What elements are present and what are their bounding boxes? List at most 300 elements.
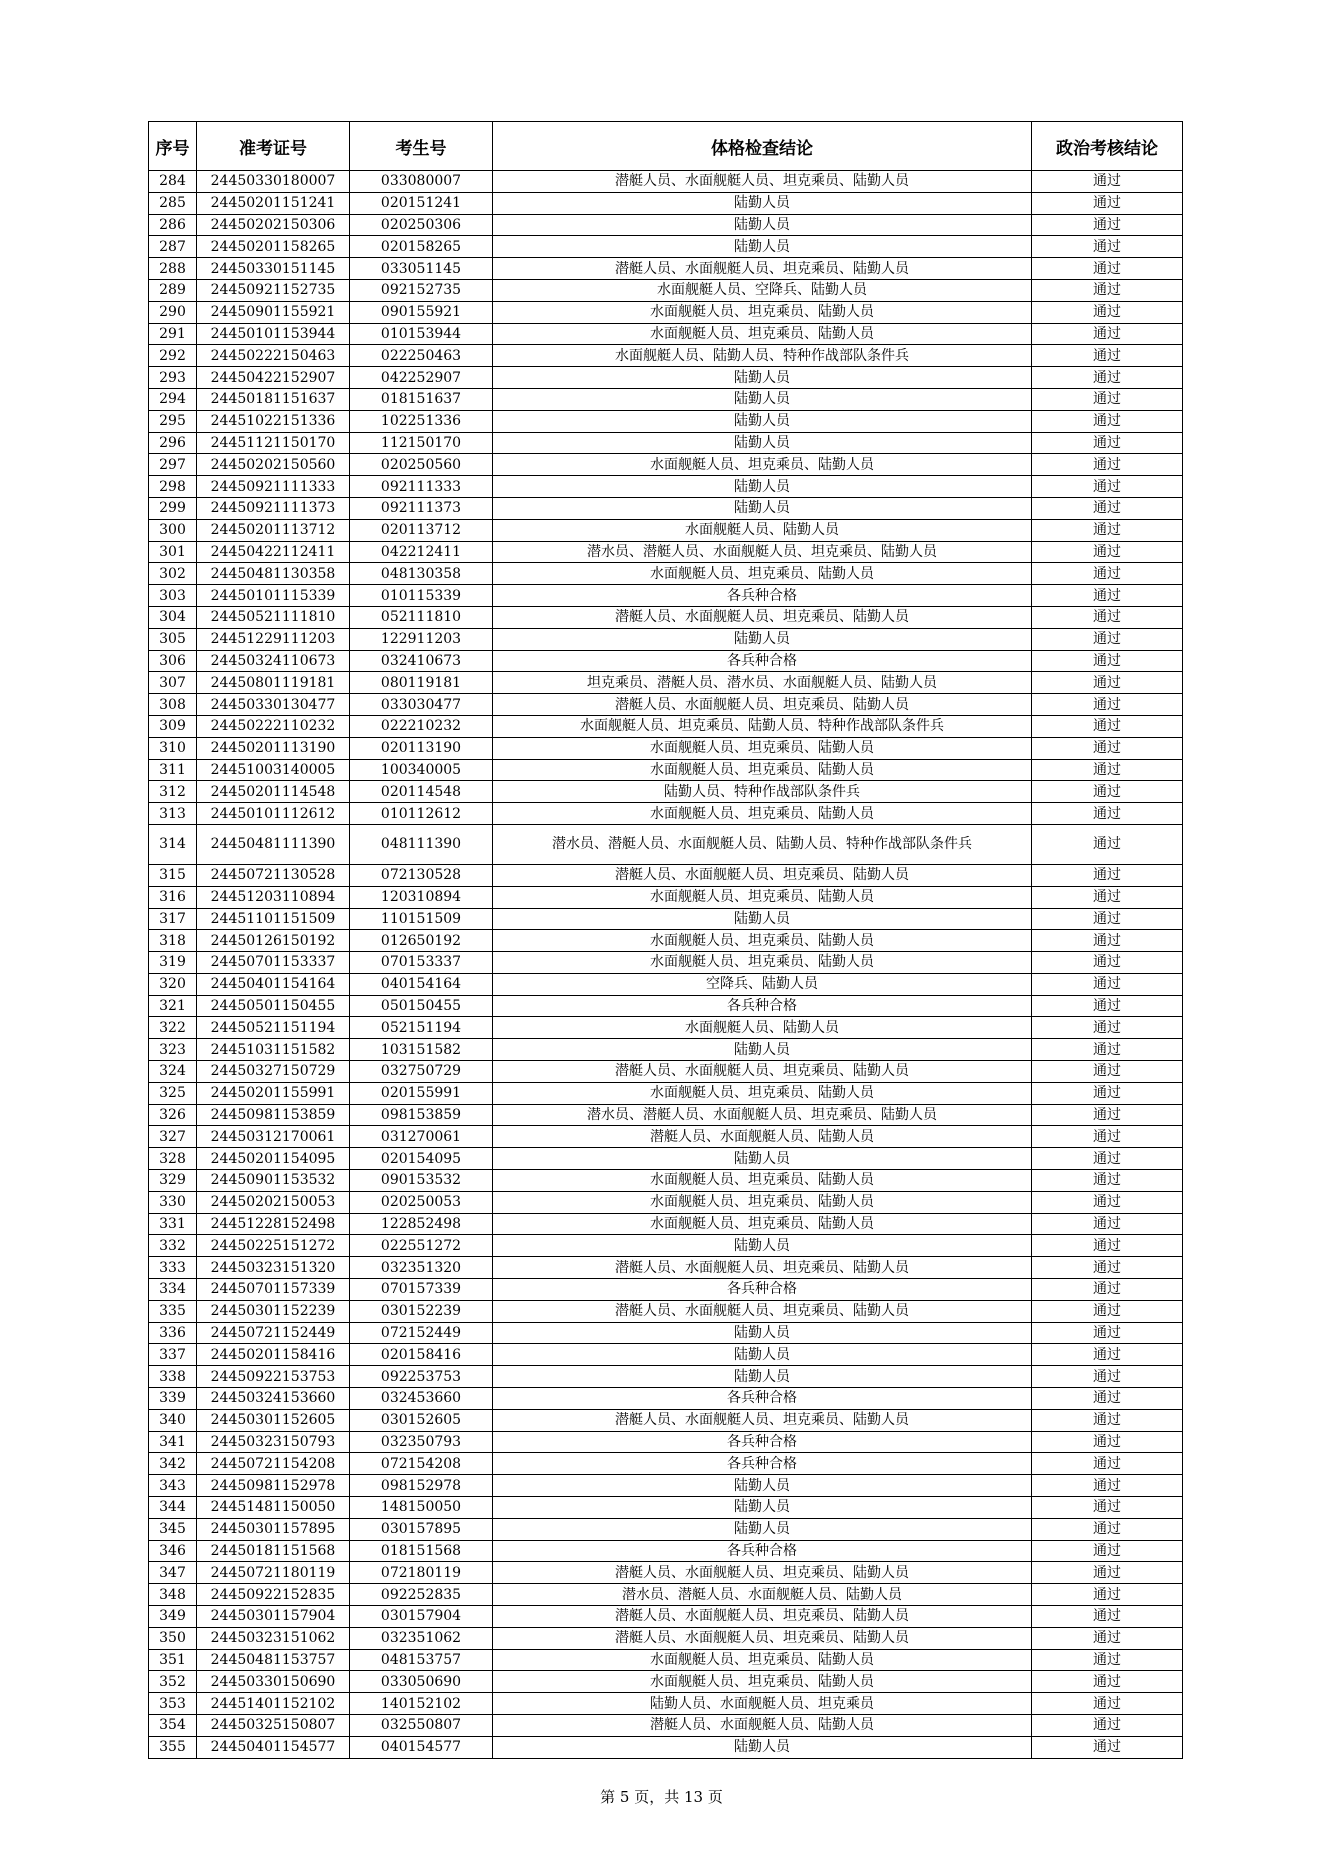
cell-ticket-no: 24450701157339 <box>197 1279 350 1301</box>
table-row <box>149 1148 1183 1170</box>
cell-seq: 286 <box>149 214 197 236</box>
page-number: 第 5 页，共 13 页 <box>600 1788 723 1806</box>
cell-ticket-no: 24450225151272 <box>197 1235 350 1257</box>
table-row <box>149 1344 1183 1366</box>
cell-candidate-no: 033080007 <box>350 171 493 193</box>
table-row <box>149 1170 1183 1192</box>
cell-seq: 340 <box>149 1409 197 1431</box>
cell-ticket-no: 24450481111390 <box>197 824 350 864</box>
cell-seq: 312 <box>149 781 197 803</box>
cell-ticket-no: 24450721152449 <box>197 1322 350 1344</box>
table-row <box>149 1300 1183 1322</box>
table-row <box>149 1191 1183 1213</box>
cell-seq: 290 <box>149 301 197 323</box>
cell-seq: 330 <box>149 1191 197 1213</box>
cell-seq: 345 <box>149 1518 197 1540</box>
table-row <box>149 606 1183 628</box>
cell-candidate-no: 100340005 <box>350 759 493 781</box>
cell-ticket-no: 24450201158265 <box>197 236 350 258</box>
cell-political-review: 通过 <box>1032 214 1183 236</box>
cell-candidate-no: 020155991 <box>350 1082 493 1104</box>
cell-physical-exam: 陆勤人员 <box>493 1518 1032 1540</box>
cell-physical-exam: 陆勤人员 <box>493 236 1032 258</box>
table-row <box>149 1562 1183 1584</box>
cell-ticket-no: 24450330150690 <box>197 1671 350 1693</box>
cell-candidate-no: 070153337 <box>350 952 493 974</box>
table-row <box>149 1235 1183 1257</box>
cell-candidate-no: 122852498 <box>350 1213 493 1235</box>
cell-ticket-no: 24450327150729 <box>197 1061 350 1083</box>
cell-physical-exam: 潜艇人员、水面舰艇人员、坦克乘员、陆勤人员 <box>493 1409 1032 1431</box>
table-row <box>149 1257 1183 1279</box>
cell-physical-exam: 陆勤人员 <box>493 1497 1032 1519</box>
cell-physical-exam: 水面舰艇人员、空降兵、陆勤人员 <box>493 279 1032 301</box>
table-row <box>149 1409 1183 1431</box>
cell-seq: 338 <box>149 1366 197 1388</box>
results-table <box>148 121 1183 1759</box>
cell-seq: 334 <box>149 1279 197 1301</box>
cell-seq: 299 <box>149 497 197 519</box>
cell-candidate-no: 032351320 <box>350 1257 493 1279</box>
cell-seq: 336 <box>149 1322 197 1344</box>
cell-physical-exam: 陆勤人员 <box>493 497 1032 519</box>
table-row <box>149 781 1183 803</box>
cell-candidate-no: 010115339 <box>350 585 493 607</box>
cell-ticket-no: 24450921152735 <box>197 279 350 301</box>
cell-political-review: 通过 <box>1032 952 1183 974</box>
table-row <box>149 1627 1183 1649</box>
cell-candidate-no: 032350793 <box>350 1431 493 1453</box>
table-row <box>149 432 1183 454</box>
cell-physical-exam: 陆勤人员 <box>493 410 1032 432</box>
cell-ticket-no: 24450301152239 <box>197 1300 350 1322</box>
cell-candidate-no: 052151194 <box>350 1017 493 1039</box>
cell-ticket-no: 24450325150807 <box>197 1714 350 1736</box>
cell-political-review: 通过 <box>1032 410 1183 432</box>
cell-physical-exam: 各兵种合格 <box>493 995 1032 1017</box>
cell-political-review: 通过 <box>1032 650 1183 672</box>
table-row <box>149 388 1183 410</box>
cell-physical-exam: 各兵种合格 <box>493 1453 1032 1475</box>
cell-candidate-no: 048130358 <box>350 563 493 585</box>
cell-ticket-no: 24450330151145 <box>197 258 350 280</box>
cell-ticket-no: 24450181151637 <box>197 388 350 410</box>
cell-candidate-no: 148150050 <box>350 1497 493 1519</box>
cell-ticket-no: 24450701153337 <box>197 952 350 974</box>
cell-candidate-no: 020154095 <box>350 1148 493 1170</box>
cell-ticket-no: 24450501150455 <box>197 995 350 1017</box>
cell-political-review: 通过 <box>1032 1606 1183 1628</box>
cell-candidate-no: 120310894 <box>350 886 493 908</box>
cell-physical-exam: 水面舰艇人员、坦克乘员、陆勤人员 <box>493 1170 1032 1192</box>
cell-physical-exam: 潜艇人员、水面舰艇人员、坦克乘员、陆勤人员 <box>493 864 1032 886</box>
cell-seq: 291 <box>149 323 197 345</box>
cell-physical-exam: 水面舰艇人员、坦克乘员、陆勤人员 <box>493 454 1032 476</box>
cell-ticket-no: 24451203110894 <box>197 886 350 908</box>
cell-ticket-no: 24451022151336 <box>197 410 350 432</box>
cell-ticket-no: 24450301157904 <box>197 1606 350 1628</box>
cell-seq: 353 <box>149 1693 197 1715</box>
cell-ticket-no: 24450801119181 <box>197 672 350 694</box>
cell-physical-exam: 陆勤人员、水面舰艇人员、坦克乘员 <box>493 1693 1032 1715</box>
cell-ticket-no: 24450901153532 <box>197 1170 350 1192</box>
cell-ticket-no: 24451229111203 <box>197 628 350 650</box>
cell-political-review: 通过 <box>1032 1300 1183 1322</box>
cell-seq: 304 <box>149 606 197 628</box>
table-row <box>149 1714 1183 1736</box>
cell-seq: 331 <box>149 1213 197 1235</box>
table-row <box>149 1431 1183 1453</box>
cell-candidate-no: 020113712 <box>350 519 493 541</box>
col-header-physical-exam: 体格检查结论 <box>493 122 1032 171</box>
cell-candidate-no: 072180119 <box>350 1562 493 1584</box>
cell-ticket-no: 24450921111373 <box>197 497 350 519</box>
cell-ticket-no: 24450521111810 <box>197 606 350 628</box>
cell-seq: 319 <box>149 952 197 974</box>
cell-political-review: 通过 <box>1032 930 1183 952</box>
cell-seq: 323 <box>149 1039 197 1061</box>
cell-candidate-no: 052111810 <box>350 606 493 628</box>
cell-physical-exam: 水面舰艇人员、坦克乘员、陆勤人员 <box>493 1191 1032 1213</box>
cell-ticket-no: 24450201155991 <box>197 1082 350 1104</box>
cell-political-review: 通过 <box>1032 1148 1183 1170</box>
cell-physical-exam: 陆勤人员 <box>493 1039 1032 1061</box>
cell-physical-exam: 潜艇人员、水面舰艇人员、坦克乘员、陆勤人员 <box>493 694 1032 716</box>
table-row <box>149 1671 1183 1693</box>
cell-ticket-no: 24450922153753 <box>197 1366 350 1388</box>
cell-physical-exam: 陆勤人员 <box>493 214 1032 236</box>
table-row <box>149 214 1183 236</box>
cell-candidate-no: 030152605 <box>350 1409 493 1431</box>
cell-candidate-no: 103151582 <box>350 1039 493 1061</box>
cell-seq: 310 <box>149 737 197 759</box>
table-row <box>149 1649 1183 1671</box>
cell-candidate-no: 090153532 <box>350 1170 493 1192</box>
cell-seq: 302 <box>149 563 197 585</box>
cell-candidate-no: 033030477 <box>350 694 493 716</box>
cell-ticket-no: 24450201114548 <box>197 781 350 803</box>
cell-candidate-no: 110151509 <box>350 908 493 930</box>
cell-ticket-no: 24450301157895 <box>197 1518 350 1540</box>
col-header-political-review: 政治考核结论 <box>1032 122 1183 171</box>
cell-political-review: 通过 <box>1032 1082 1183 1104</box>
cell-candidate-no: 090155921 <box>350 301 493 323</box>
cell-seq: 309 <box>149 715 197 737</box>
cell-physical-exam: 陆勤人员 <box>493 628 1032 650</box>
cell-ticket-no: 24450181151568 <box>197 1540 350 1562</box>
cell-political-review: 通过 <box>1032 323 1183 345</box>
cell-political-review: 通过 <box>1032 1475 1183 1497</box>
cell-candidate-no: 030157904 <box>350 1606 493 1628</box>
table-row <box>149 973 1183 995</box>
table-row <box>149 323 1183 345</box>
cell-ticket-no: 24450401154577 <box>197 1736 350 1758</box>
cell-candidate-no: 092111333 <box>350 476 493 498</box>
cell-seq: 346 <box>149 1540 197 1562</box>
cell-ticket-no: 24451401152102 <box>197 1693 350 1715</box>
cell-ticket-no: 24451031151582 <box>197 1039 350 1061</box>
cell-candidate-no: 022250463 <box>350 345 493 367</box>
cell-physical-exam: 陆勤人员 <box>493 367 1032 389</box>
cell-physical-exam: 潜艇人员、水面舰艇人员、坦克乘员、陆勤人员 <box>493 1627 1032 1649</box>
cell-candidate-no: 018151637 <box>350 388 493 410</box>
cell-ticket-no: 24450126150192 <box>197 930 350 952</box>
table-row <box>149 258 1183 280</box>
cell-physical-exam: 陆勤人员 <box>493 1736 1032 1758</box>
cell-ticket-no: 24450101153944 <box>197 323 350 345</box>
cell-candidate-no: 140152102 <box>350 1693 493 1715</box>
cell-political-review: 通过 <box>1032 908 1183 930</box>
cell-ticket-no: 24451101151509 <box>197 908 350 930</box>
cell-physical-exam: 各兵种合格 <box>493 650 1032 672</box>
cell-physical-exam: 潜艇人员、水面舰艇人员、坦克乘员、陆勤人员 <box>493 258 1032 280</box>
cell-candidate-no: 040154577 <box>350 1736 493 1758</box>
cell-ticket-no: 24450201154095 <box>197 1148 350 1170</box>
cell-political-review: 通过 <box>1032 563 1183 585</box>
cell-political-review: 通过 <box>1032 1627 1183 1649</box>
cell-physical-exam: 水面舰艇人员、坦克乘员、陆勤人员 <box>493 737 1032 759</box>
cell-candidate-no: 072152449 <box>350 1322 493 1344</box>
cell-political-review: 通过 <box>1032 1126 1183 1148</box>
cell-ticket-no: 24450101112612 <box>197 803 350 825</box>
cell-seq: 322 <box>149 1017 197 1039</box>
cell-seq: 284 <box>149 171 197 193</box>
cell-candidate-no: 010153944 <box>350 323 493 345</box>
cell-candidate-no: 050150455 <box>350 995 493 1017</box>
cell-seq: 308 <box>149 694 197 716</box>
cell-physical-exam: 水面舰艇人员、陆勤人员、特种作战部队条件兵 <box>493 345 1032 367</box>
cell-seq: 335 <box>149 1300 197 1322</box>
cell-political-review: 通过 <box>1032 1017 1183 1039</box>
cell-seq: 339 <box>149 1388 197 1410</box>
cell-candidate-no: 098152978 <box>350 1475 493 1497</box>
cell-political-review: 通过 <box>1032 628 1183 650</box>
cell-physical-exam: 水面舰艇人员、坦克乘员、陆勤人员 <box>493 803 1032 825</box>
table-row <box>149 1518 1183 1540</box>
cell-political-review: 通过 <box>1032 1257 1183 1279</box>
cell-ticket-no: 24450201158416 <box>197 1344 350 1366</box>
cell-physical-exam: 潜艇人员、水面舰艇人员、坦克乘员、陆勤人员 <box>493 1257 1032 1279</box>
cell-political-review: 通过 <box>1032 824 1183 864</box>
cell-seq: 337 <box>149 1344 197 1366</box>
cell-physical-exam: 潜艇人员、水面舰艇人员、坦克乘员、陆勤人员 <box>493 606 1032 628</box>
cell-seq: 332 <box>149 1235 197 1257</box>
cell-physical-exam: 水面舰艇人员、陆勤人员 <box>493 1017 1032 1039</box>
cell-candidate-no: 032410673 <box>350 650 493 672</box>
table-row <box>149 628 1183 650</box>
cell-political-review: 通过 <box>1032 476 1183 498</box>
table-row <box>149 1061 1183 1083</box>
cell-seq: 315 <box>149 864 197 886</box>
cell-seq: 303 <box>149 585 197 607</box>
cell-candidate-no: 092253753 <box>350 1366 493 1388</box>
cell-physical-exam: 潜艇人员、水面舰艇人员、坦克乘员、陆勤人员 <box>493 1606 1032 1628</box>
cell-physical-exam: 各兵种合格 <box>493 1431 1032 1453</box>
cell-political-review: 通过 <box>1032 236 1183 258</box>
cell-candidate-no: 020250560 <box>350 454 493 476</box>
cell-physical-exam: 陆勤人员、特种作战部队条件兵 <box>493 781 1032 803</box>
cell-seq: 351 <box>149 1649 197 1671</box>
cell-physical-exam: 水面舰艇人员、坦克乘员、陆勤人员 <box>493 1082 1032 1104</box>
cell-seq: 320 <box>149 973 197 995</box>
table-row <box>149 171 1183 193</box>
table-row <box>149 1126 1183 1148</box>
cell-political-review: 通过 <box>1032 279 1183 301</box>
cell-political-review: 通过 <box>1032 1409 1183 1431</box>
cell-candidate-no: 020250053 <box>350 1191 493 1213</box>
cell-political-review: 通过 <box>1032 388 1183 410</box>
cell-seq: 343 <box>149 1475 197 1497</box>
cell-candidate-no: 042212411 <box>350 541 493 563</box>
table-row <box>149 694 1183 716</box>
cell-ticket-no: 24450312170061 <box>197 1126 350 1148</box>
cell-candidate-no: 018151568 <box>350 1540 493 1562</box>
cell-political-review: 通过 <box>1032 672 1183 694</box>
cell-candidate-no: 012650192 <box>350 930 493 952</box>
cell-political-review: 通过 <box>1032 541 1183 563</box>
cell-political-review: 通过 <box>1032 1714 1183 1736</box>
cell-seq: 321 <box>149 995 197 1017</box>
table-row <box>149 192 1183 214</box>
cell-political-review: 通过 <box>1032 1584 1183 1606</box>
table-body <box>149 171 1183 1759</box>
cell-candidate-no: 092252835 <box>350 1584 493 1606</box>
cell-political-review: 通过 <box>1032 454 1183 476</box>
cell-physical-exam: 陆勤人员 <box>493 1366 1032 1388</box>
table-row <box>149 737 1183 759</box>
cell-political-review: 通过 <box>1032 1279 1183 1301</box>
cell-physical-exam: 水面舰艇人员、坦克乘员、陆勤人员、特种作战部队条件兵 <box>493 715 1032 737</box>
cell-seq: 287 <box>149 236 197 258</box>
cell-physical-exam: 潜艇人员、水面舰艇人员、陆勤人员 <box>493 1126 1032 1148</box>
cell-ticket-no: 24451481150050 <box>197 1497 350 1519</box>
cell-candidate-no: 020113190 <box>350 737 493 759</box>
col-header-ticket-no: 准考证号 <box>197 122 350 171</box>
cell-candidate-no: 098153859 <box>350 1104 493 1126</box>
cell-candidate-no: 010112612 <box>350 803 493 825</box>
cell-ticket-no: 24450201113712 <box>197 519 350 541</box>
cell-seq: 289 <box>149 279 197 301</box>
cell-seq: 288 <box>149 258 197 280</box>
cell-political-review: 通过 <box>1032 886 1183 908</box>
cell-candidate-no: 102251336 <box>350 410 493 432</box>
cell-ticket-no: 24450323151062 <box>197 1627 350 1649</box>
cell-seq: 329 <box>149 1170 197 1192</box>
cell-political-review: 通过 <box>1032 1497 1183 1519</box>
cell-candidate-no: 122911203 <box>350 628 493 650</box>
cell-candidate-no: 112150170 <box>350 432 493 454</box>
cell-physical-exam: 潜艇人员、水面舰艇人员、坦克乘员、陆勤人员 <box>493 171 1032 193</box>
cell-candidate-no: 022210232 <box>350 715 493 737</box>
table-row <box>149 672 1183 694</box>
table-header <box>149 122 1183 171</box>
cell-seq: 348 <box>149 1584 197 1606</box>
cell-seq: 325 <box>149 1082 197 1104</box>
cell-political-review: 通过 <box>1032 1191 1183 1213</box>
cell-seq: 324 <box>149 1061 197 1083</box>
cell-ticket-no: 24450222110232 <box>197 715 350 737</box>
cell-physical-exam: 潜水员、潜艇人员、水面舰艇人员、坦克乘员、陆勤人员 <box>493 1104 1032 1126</box>
cell-seq: 350 <box>149 1627 197 1649</box>
cell-political-review: 通过 <box>1032 345 1183 367</box>
table-row <box>149 1540 1183 1562</box>
cell-seq: 306 <box>149 650 197 672</box>
cell-candidate-no: 048111390 <box>350 824 493 864</box>
table-row <box>149 908 1183 930</box>
cell-ticket-no: 24450401154164 <box>197 973 350 995</box>
cell-ticket-no: 24450324110673 <box>197 650 350 672</box>
cell-political-review: 通过 <box>1032 519 1183 541</box>
cell-seq: 318 <box>149 930 197 952</box>
cell-political-review: 通过 <box>1032 1039 1183 1061</box>
cell-physical-exam: 水面舰艇人员、坦克乘员、陆勤人员 <box>493 759 1032 781</box>
cell-political-review: 通过 <box>1032 606 1183 628</box>
table-row <box>149 995 1183 1017</box>
table-row <box>149 1453 1183 1475</box>
cell-physical-exam: 各兵种合格 <box>493 1540 1032 1562</box>
table-row <box>149 1736 1183 1758</box>
cell-seq: 316 <box>149 886 197 908</box>
cell-physical-exam: 水面舰艇人员、坦克乘员、陆勤人员 <box>493 1671 1032 1693</box>
cell-ticket-no: 24450301152605 <box>197 1409 350 1431</box>
cell-physical-exam: 陆勤人员 <box>493 1475 1032 1497</box>
table-row <box>149 1497 1183 1519</box>
cell-candidate-no: 042252907 <box>350 367 493 389</box>
cell-political-review: 通过 <box>1032 694 1183 716</box>
cell-political-review: 通过 <box>1032 1540 1183 1562</box>
cell-seq: 349 <box>149 1606 197 1628</box>
cell-political-review: 通过 <box>1032 1671 1183 1693</box>
cell-seq: 314 <box>149 824 197 864</box>
table-row <box>149 930 1183 952</box>
cell-ticket-no: 24450901155921 <box>197 301 350 323</box>
cell-candidate-no: 030152239 <box>350 1300 493 1322</box>
cell-candidate-no: 020114548 <box>350 781 493 803</box>
cell-political-review: 通过 <box>1032 1693 1183 1715</box>
table-row <box>149 519 1183 541</box>
table-row <box>149 1475 1183 1497</box>
table-row <box>149 279 1183 301</box>
cell-candidate-no: 031270061 <box>350 1126 493 1148</box>
table-row <box>149 497 1183 519</box>
table-row <box>149 864 1183 886</box>
cell-candidate-no: 048153757 <box>350 1649 493 1671</box>
cell-candidate-no: 033051145 <box>350 258 493 280</box>
cell-physical-exam: 陆勤人员 <box>493 192 1032 214</box>
cell-political-review: 通过 <box>1032 759 1183 781</box>
cell-candidate-no: 032453660 <box>350 1388 493 1410</box>
table-row <box>149 1104 1183 1126</box>
cell-seq: 333 <box>149 1257 197 1279</box>
table-row <box>149 824 1183 864</box>
cell-ticket-no: 24450202150053 <box>197 1191 350 1213</box>
cell-candidate-no: 040154164 <box>350 973 493 995</box>
cell-candidate-no: 030157895 <box>350 1518 493 1540</box>
cell-physical-exam: 潜艇人员、水面舰艇人员、坦克乘员、陆勤人员 <box>493 1562 1032 1584</box>
cell-political-review: 通过 <box>1032 301 1183 323</box>
cell-ticket-no: 24450323150793 <box>197 1431 350 1453</box>
cell-physical-exam: 水面舰艇人员、坦克乘员、陆勤人员 <box>493 301 1032 323</box>
cell-ticket-no: 24450921111333 <box>197 476 350 498</box>
table-row <box>149 563 1183 585</box>
cell-candidate-no: 020250306 <box>350 214 493 236</box>
col-header-candidate-no: 考生号 <box>350 122 493 171</box>
cell-candidate-no: 020158265 <box>350 236 493 258</box>
cell-political-review: 通过 <box>1032 192 1183 214</box>
cell-seq: 344 <box>149 1497 197 1519</box>
cell-seq: 328 <box>149 1148 197 1170</box>
cell-seq: 327 <box>149 1126 197 1148</box>
